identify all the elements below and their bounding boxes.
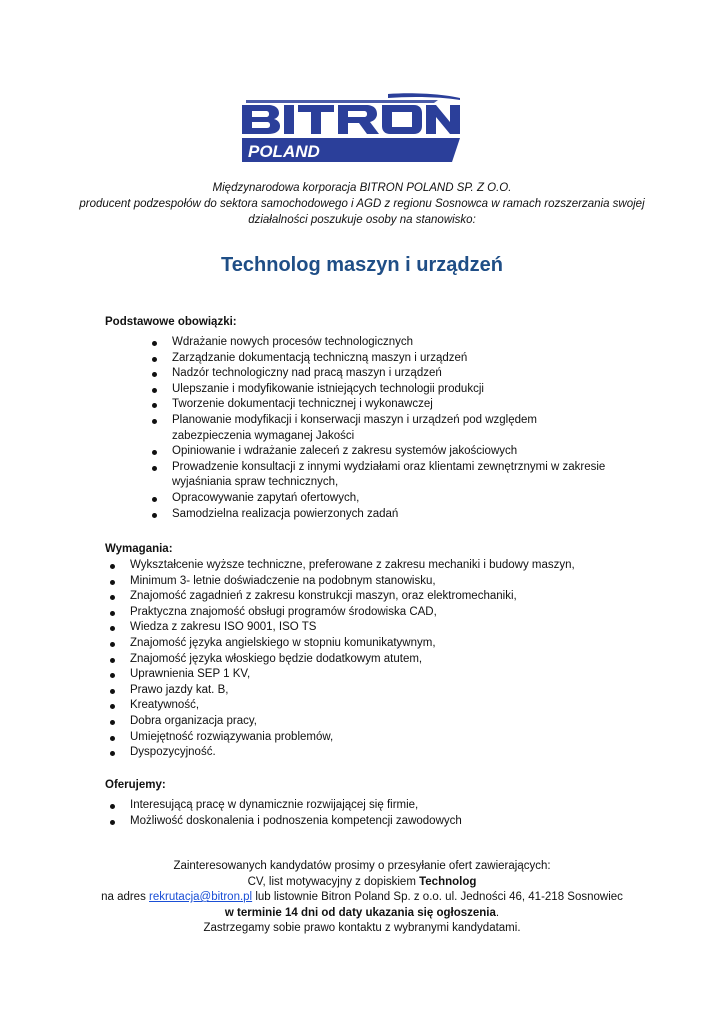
list-item: Opracowywanie zapytań ofertowych, <box>148 491 618 507</box>
list-item: Kreatywność, <box>106 698 666 714</box>
list-item: Interesującą pracę w dynamicznie rozwijającej się firmie, <box>106 798 666 814</box>
list-item: Tworzenie dokumentacji technicznej i wykonawczej <box>148 397 618 413</box>
footer-text: na adres <box>101 891 150 903</box>
requirements-list <box>106 558 666 761</box>
list-item: Dyspozycyjność. <box>106 745 666 761</box>
footer-line <box>40 890 684 906</box>
footer-line <box>40 906 684 922</box>
list-item: Minimum 3- letnie doświadczenie na podobnym stanowisku, <box>106 574 666 590</box>
list-item: Znajomość zagadnień z zakresu konstrukcji maszyn, oraz elektromechaniki, <box>106 589 666 605</box>
list-item: Umiejętność rozwiązywania problemów, <box>106 730 666 746</box>
list-item: Nadzór technologiczny nad pracą maszyn i urządzeń <box>148 366 618 382</box>
list-item: Możliwość doskonalenia i podnoszenia kompetencji zawodowych <box>106 814 666 830</box>
list-item: Prowadzenie konsultacji z innymi wydziałami oraz klientami zewnętrznymi w zakresie wyjaśniania spraw technicznych, <box>148 460 618 491</box>
list-item: Dobra organizacja pracy, <box>106 714 666 730</box>
footer-line: Zastrzegamy sobie prawo kontaktu z wybranymi kandydatami. <box>203 922 521 934</box>
list-item: Opiniowanie i wdrażanie zaleceń z zakresu systemów jakościowych <box>148 444 618 460</box>
company-intro <box>40 180 684 228</box>
intro-line: producent podzespołów do sektora samochodowego i AGD z regionu Sosnowca w ramach rozszerzania swojej <box>79 198 645 210</box>
list-item: Prawo jazdy kat. B, <box>106 683 666 699</box>
footer-line <box>40 875 684 891</box>
email-link[interactable]: rekrutacja@bitron.pl <box>149 891 253 903</box>
footer-text: lub listownie Bitron Poland Sp. z o.o. ul. Jedności 46, 41-218 Sosnowiec <box>252 891 623 903</box>
list-item: Ulepszanie i modyfikowanie istniejących technologii produkcji <box>148 382 618 398</box>
list-item: Znajomość języka angielskiego w stopniu komunikatywnym, <box>106 636 666 652</box>
list-item: Uprawnienia SEP 1 KV, <box>106 667 666 683</box>
job-title: Technolog maszyn i urządzeń <box>221 254 503 276</box>
list-item: Planowanie modyfikacji i konserwacji maszyn i urządzeń pod względem zabezpieczenia wymaganej Jakości <box>148 413 618 444</box>
intro-line: działalności poszukuje osoby na stanowisko: <box>248 214 476 226</box>
deadline-text: w terminie 14 dni od daty ukazania się ogłoszenia <box>224 906 496 919</box>
footer-line: Zainteresowanych kandydatów prosimy o przesyłanie ofert zawierających: <box>173 860 551 872</box>
keyword-technolog: Technolog <box>419 875 477 888</box>
footer-text: . <box>495 906 500 919</box>
application-instructions <box>40 859 684 937</box>
list-item: Wiedza z zakresu ISO 9001, ISO TS <box>106 620 666 636</box>
list-item: Zarządzanie dokumentacją techniczną maszyn i urządzeń <box>148 351 618 367</box>
duties-heading: Podstawowe obowiązki: <box>105 316 237 328</box>
offer-list <box>106 798 666 829</box>
duties-list <box>148 335 618 522</box>
intro-line: Międzynarodowa korporacja BITRON POLAND SP. Z O.O. <box>212 182 512 194</box>
list-item: Znajomość języka włoskiego będzie dodatkowym atutem, <box>106 652 666 668</box>
footer-text: CV, list motywacyjny z dopiskiem <box>247 875 420 888</box>
requirements-heading: Wymagania: <box>105 543 173 555</box>
list-item: Wykształcenie wyższe techniczne, preferowane z zakresu mechaniki i budowy maszyn, <box>106 558 666 574</box>
list-item: Wdrażanie nowych procesów technologicznych <box>148 335 618 351</box>
bitron-poland-logo <box>238 92 464 164</box>
list-item: Samodzielna realizacja powierzonych zadań <box>148 507 618 523</box>
list-item: Praktyczna znajomość obsługi programów środowiska CAD, <box>106 605 666 621</box>
logo-country-text: POLAND <box>248 142 320 161</box>
offer-heading: Oferujemy: <box>105 779 166 791</box>
